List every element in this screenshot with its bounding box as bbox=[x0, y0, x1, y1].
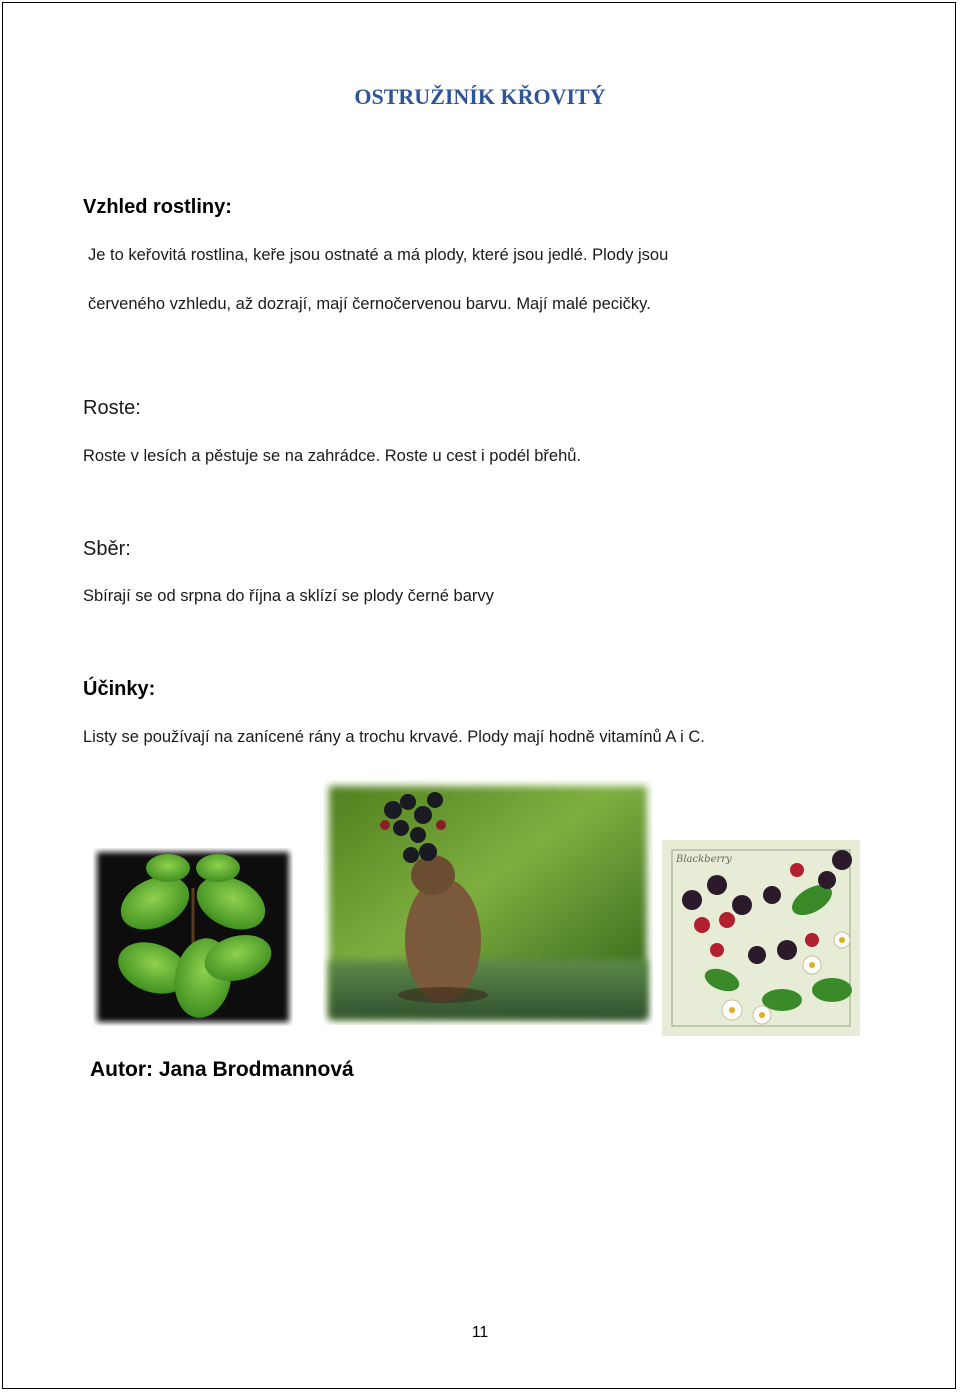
paragraph-line: Je to keřovitá rostlina, keře jsou ostnaté a má plody, které jsou jedlé. Plody jsou bbox=[88, 246, 669, 264]
paragraph-line: Roste v lesích a pěstuje se na zahrádce. Roste u cest i podél břehů. bbox=[83, 447, 582, 465]
page-number: 11 bbox=[471, 1324, 489, 1341]
section-heading-appearance: Vzhled rostliny: bbox=[83, 196, 232, 218]
section-heading-harvest: Sběr: bbox=[83, 538, 131, 560]
document-title: OSTRUŽINÍK KŘOVITÝ bbox=[354, 84, 606, 109]
section-heading-habitat: Roste: bbox=[83, 397, 141, 419]
svg-text:Blackberry: Blackberry bbox=[676, 854, 732, 865]
vole-eating-blackberries-photo bbox=[323, 780, 653, 1025]
blackberry-illustration-napkin bbox=[662, 840, 860, 1036]
blackberry-leaves-photo bbox=[93, 848, 293, 1026]
section-heading-effects: Účinky: bbox=[83, 678, 156, 700]
paragraph-line: Sbírají se od srpna do října a sklízí se plody černé barvy bbox=[83, 587, 494, 605]
author-credit: Autor: Jana Brodmannová bbox=[90, 1058, 354, 1081]
paragraph-line: červeného vzhledu, až dozrají, mají černočervenou barvu. Mají malé pecičky. bbox=[88, 295, 651, 313]
paragraph-line: Listy se používají na zanícené rány a trochu krvavé. Plody mají hodně vitamínů A i C. bbox=[83, 728, 705, 746]
